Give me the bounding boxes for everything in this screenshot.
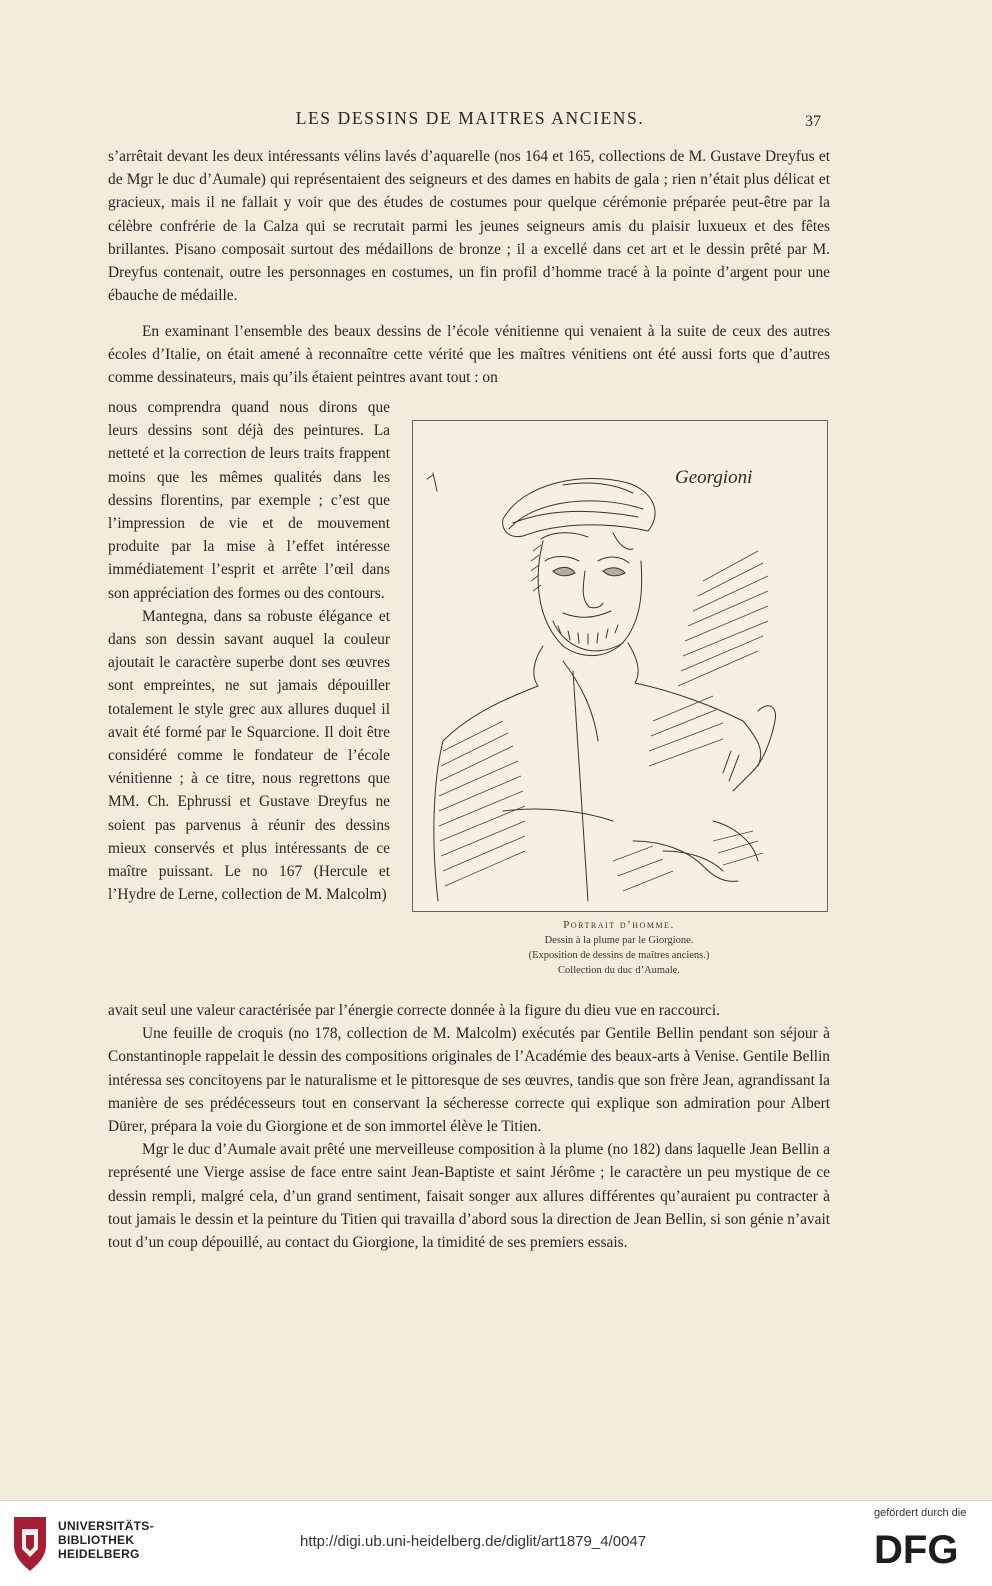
caption-line: Collection du duc d’Aumale. [558, 965, 680, 976]
figure-caption [412, 918, 826, 978]
permalink-url[interactable]: http://digi.ub.uni-heidelberg.de/diglit/art1879_4/0047 [300, 1533, 647, 1550]
paragraph-venetian-column: nous comprendra quand nous dirons que leurs dessins sont déjà des peintures. La netteté et la correction de leurs traits frappent moins que les mêmes qualités dans les dessins florentins, par exemple ; c’est que l’impression de vie et de mouvement produite par la mise à l’effet intéresse immédiatement l’esprit et arrête l’œil dans son appréciation des formes ou des contours. [108, 399, 390, 602]
paragraph-gentile-bellin: Une feuille de croquis (no 178, collection de M. Malcolm) exécutés par Gentile Bellin pendant son séjour à Constantinople rappelait le dessin des compositions originales de l’Académie des beaux-arts à Venise. Gentile Bellin intéressa ses concitoyens par le naturalisme et le pittoresque de ses œuvres, tandis que son frère Jean, agrandissant la manière de ses prédécesseurs tout en conservant la sécheresse correcte qui explique son admiration pour Albert Dürer, prépara la voie du Giorgione et de son immortel élève le Titien. [108, 1025, 830, 1136]
svg-text:DFG: DFG [874, 1528, 959, 1569]
text-block-bottom [108, 999, 830, 1254]
paragraph-pisano: s’arrêtait devant les deux intéressants vélins lavés d’aquarelle (nos 164 et 165, collections de M. Gustave Dreyfus et de Mgr le duc d’Aumale) qui représentaient des seigneurs et des dames en habits de gala ; rien n’était plus délicat et gracieux, mais il ne fallait y voir que des études de costumes pour quelque cérémonie préparée peut-être par la célèbre confrérie de la Calza qui se recrutait parmi les jeunes seigneurs amis du plaisir luxueux et des fêtes brillantes. Pisano composait surtout des médaillons de bronze ; il a excellé dans cet art et le dessin prêté par M. Dreyfus contenait, outre les personnages en costumes, un fin profil d’homme tracé à la pointe d’argent pour une ébauche de médaille. [108, 148, 830, 305]
page-number: 37 [805, 113, 821, 130]
sponsor-label: gefördert durch die [874, 1507, 967, 1519]
portrait-drawing [413, 421, 827, 911]
artist-signature: Georgioni [675, 467, 753, 488]
caption-line: Dessin à la plume par le Giorgione. [544, 935, 694, 946]
text-block-venetian-intro [108, 320, 830, 390]
caption-title: Portrait d’homme. [563, 919, 675, 931]
dfg-logo-icon [872, 1523, 968, 1569]
caption-line: (Exposition de dessins de maîtres anciens.) [528, 950, 710, 961]
paragraph-mantegna: Mantegna, dans sa robuste élégance et dans son dessin savant auquel la couleur ajoutait le caractère superbe dont ses œuvres sont empreintes, ne sut jamais dépouiller totalement le style grec aux allures duquel il avait été formé par le Squarcione. Il doit être considéré comme le fondateur de l’école vénitienne ; à ce titre, nous regrettons que MM. Ch. Ephrussi et Gustave Dreyfus ne soient pas parvenus à réunir des dessins mieux conservés et plus intéressants de ce maître puissant. Le no 167 (Hercule et l’Hydre de Lerne, collection de M. Malcolm) [108, 607, 390, 904]
paragraph-venetian-full-width: En examinant l’ensemble des beaux dessins de l’école vénitienne qui venaient à la suite de ceux des autres écoles d’Italie, on était amené à reconnaître cette vérité que les maîtres vénitiens ont été aussi forts que d’autres comme dessinateurs, mais qu’ils étaient peintres avant tout : on [108, 323, 830, 387]
library-name: UNIVERSITÄTS- BIBLIOTHEK HEIDELBERG [58, 1519, 154, 1561]
portrait-illustration [412, 420, 828, 912]
text-column-left [108, 396, 390, 906]
viewer-footer [0, 1500, 992, 1586]
text-block-top [108, 145, 830, 307]
university-library-logo-icon [8, 1515, 52, 1573]
paragraph-mantegna-continued: avait seul une valeur caractérisée par l’énergie correcte donnée à la figure du dieu vue en raccourci. [108, 1002, 721, 1019]
running-header: LES DESSINS DE MAITRES ANCIENS. [295, 108, 645, 128]
paragraph-jean-bellin: Mgr le duc d’Aumale avait prêté une merveilleuse composition à la plume (no 182) dans laquelle Jean Bellin a représenté une Vierge assise de face entre saint Jean-Baptiste et saint Jérôme ; le caractère un peu mystique de ce dessin rempli, malgré cela, d’un grand sentiment, faisait songer aux allures différentes qu’auraient pu contracter à tout jamais le dessin et la peinture du Titien qui travailla d’abord sous la direction de Jean Bellin, si son génie n’avait tout d’un coup dépouillé, au contact du Giorgione, la timidité de ses premiers essais. [108, 1141, 830, 1252]
